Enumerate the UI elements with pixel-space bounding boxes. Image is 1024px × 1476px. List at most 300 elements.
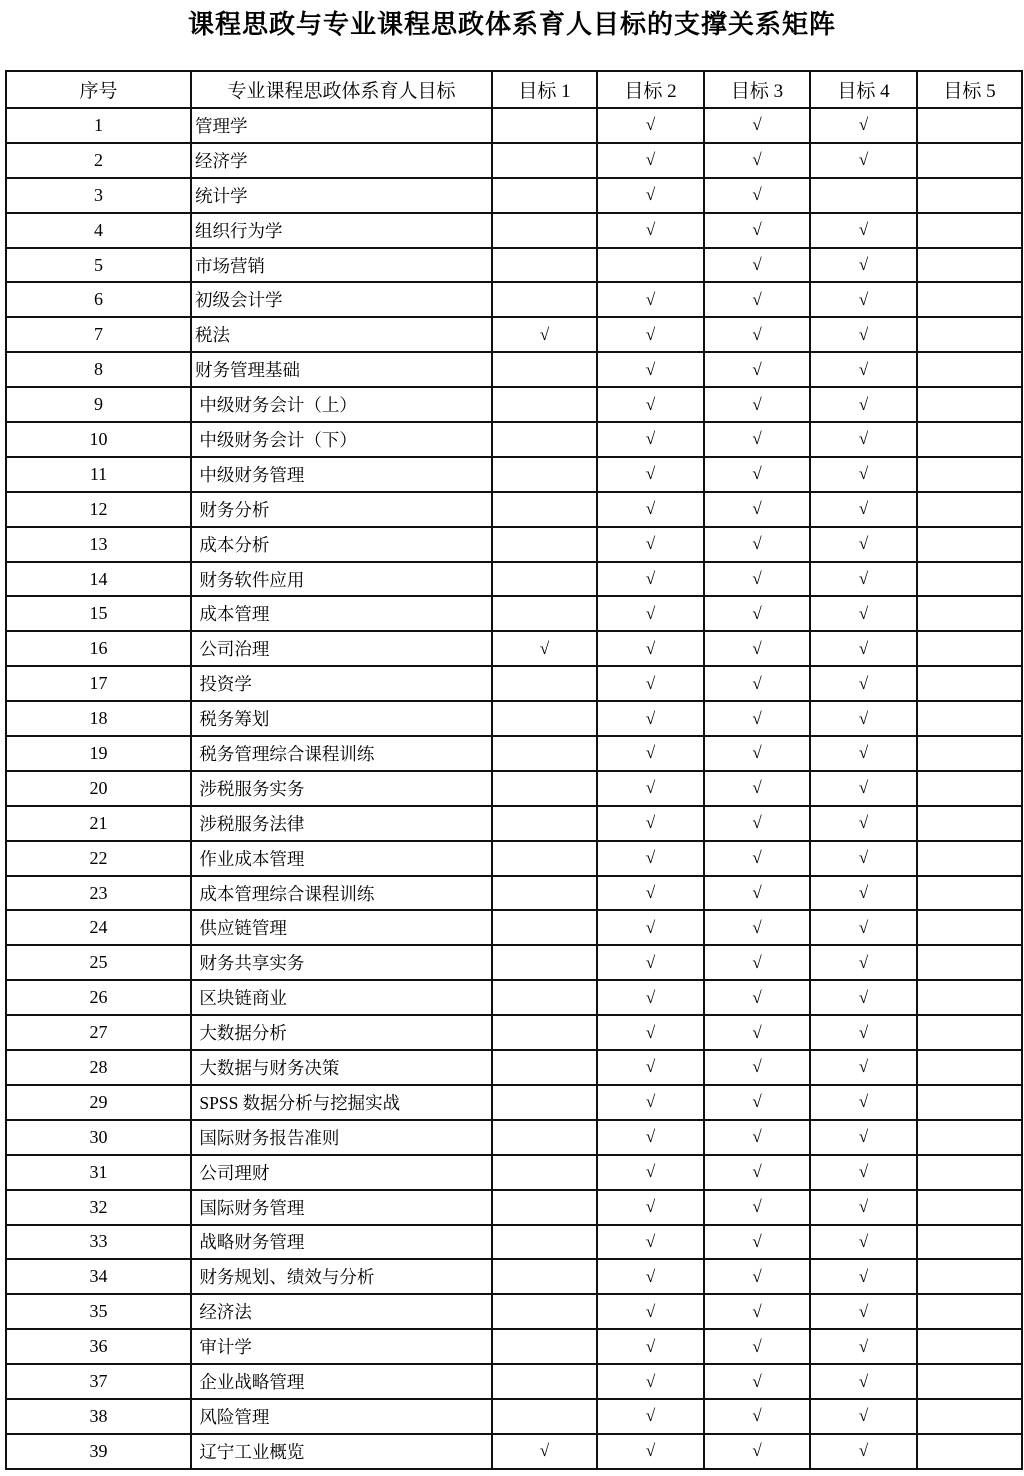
course-name-cell: 税务管理综合课程训练	[191, 736, 492, 771]
goal-2-checkmark-cell: √	[597, 317, 704, 352]
goal-5-empty-cell	[917, 1190, 1022, 1225]
goal-3-checkmark-cell: √	[704, 1120, 810, 1155]
goal-4-checkmark-cell: √	[810, 1085, 917, 1120]
goal-5-empty-cell	[917, 980, 1022, 1015]
row-number-cell: 22	[6, 841, 191, 876]
goal-5-empty-cell	[917, 527, 1022, 562]
table-row	[6, 1225, 1022, 1260]
goal-5-empty-cell	[917, 736, 1022, 771]
goal-1-empty-cell	[492, 178, 597, 213]
row-number-cell: 1	[6, 108, 191, 143]
goal-1-empty-cell	[492, 1399, 597, 1434]
goal-4-checkmark-cell: √	[810, 352, 917, 387]
goal-1-empty-cell	[492, 1294, 597, 1329]
column-header-1: 序号	[6, 71, 191, 108]
goal-3-checkmark-cell: √	[704, 317, 810, 352]
goal-3-checkmark-cell: √	[704, 876, 810, 911]
goal-2-checkmark-cell: √	[597, 596, 704, 631]
row-number-cell: 14	[6, 562, 191, 597]
goal-1-checkmark-cell: √	[492, 317, 597, 352]
goal-2-checkmark-cell: √	[597, 1050, 704, 1085]
goal-1-empty-cell	[492, 841, 597, 876]
goal-4-checkmark-cell: √	[810, 213, 917, 248]
goal-1-empty-cell	[492, 352, 597, 387]
column-header-2: 专业课程思政体系育人目标	[191, 71, 492, 108]
goal-3-checkmark-cell: √	[704, 562, 810, 597]
goal-4-checkmark-cell: √	[810, 1225, 917, 1260]
goal-3-checkmark-cell: √	[704, 422, 810, 457]
row-number-cell: 5	[6, 248, 191, 283]
goal-5-empty-cell	[917, 387, 1022, 422]
goal-5-empty-cell	[917, 1399, 1022, 1434]
goal-4-checkmark-cell: √	[810, 910, 917, 945]
goal-5-empty-cell	[917, 143, 1022, 178]
goal-3-checkmark-cell: √	[704, 1364, 810, 1399]
goal-2-checkmark-cell: √	[597, 213, 704, 248]
goal-4-checkmark-cell: √	[810, 1329, 917, 1364]
course-name-cell: 经济学	[191, 143, 492, 178]
course-name-cell: 国际财务管理	[191, 1190, 492, 1225]
table-body	[6, 108, 1022, 1469]
goal-3-checkmark-cell: √	[704, 736, 810, 771]
goal-2-checkmark-cell: √	[597, 387, 704, 422]
table-row	[6, 248, 1022, 283]
table-row	[6, 1050, 1022, 1085]
goal-3-checkmark-cell: √	[704, 1259, 810, 1294]
row-number-cell: 19	[6, 736, 191, 771]
goal-4-checkmark-cell: √	[810, 248, 917, 283]
goal-1-empty-cell	[492, 1259, 597, 1294]
goal-3-checkmark-cell: √	[704, 1434, 810, 1469]
goal-3-checkmark-cell: √	[704, 980, 810, 1015]
course-name-cell: 统计学	[191, 178, 492, 213]
goal-2-checkmark-cell: √	[597, 945, 704, 980]
goal-3-checkmark-cell: √	[704, 701, 810, 736]
table-row	[6, 736, 1022, 771]
goal-5-empty-cell	[917, 1259, 1022, 1294]
row-number-cell: 6	[6, 282, 191, 317]
course-name-cell: 大数据分析	[191, 1015, 492, 1050]
goal-3-checkmark-cell: √	[704, 387, 810, 422]
goal-3-checkmark-cell: √	[704, 666, 810, 701]
goal-3-checkmark-cell: √	[704, 806, 810, 841]
course-name-cell: 涉税服务法律	[191, 806, 492, 841]
course-name-cell: 中级财务会计（下）	[191, 422, 492, 457]
course-name-cell: 投资学	[191, 666, 492, 701]
table-row	[6, 492, 1022, 527]
row-number-cell: 3	[6, 178, 191, 213]
goal-2-checkmark-cell: √	[597, 701, 704, 736]
column-header-3: 目标 1	[492, 71, 597, 108]
table-row	[6, 1120, 1022, 1155]
goal-4-checkmark-cell: √	[810, 387, 917, 422]
goal-2-checkmark-cell: √	[597, 1434, 704, 1469]
goal-4-checkmark-cell: √	[810, 108, 917, 143]
goal-2-checkmark-cell: √	[597, 771, 704, 806]
goal-3-checkmark-cell: √	[704, 596, 810, 631]
course-name-cell: 经济法	[191, 1294, 492, 1329]
goal-4-checkmark-cell: √	[810, 1120, 917, 1155]
row-number-cell: 18	[6, 701, 191, 736]
goal-4-checkmark-cell: √	[810, 666, 917, 701]
course-name-cell: 组织行为学	[191, 213, 492, 248]
goal-5-empty-cell	[917, 282, 1022, 317]
goal-4-checkmark-cell: √	[810, 806, 917, 841]
course-name-cell: 中级财务会计（上）	[191, 387, 492, 422]
goal-5-empty-cell	[917, 841, 1022, 876]
goal-5-empty-cell	[917, 1155, 1022, 1190]
goal-2-checkmark-cell: √	[597, 910, 704, 945]
goal-3-checkmark-cell: √	[704, 282, 810, 317]
goal-3-checkmark-cell: √	[704, 631, 810, 666]
goal-1-empty-cell	[492, 1225, 597, 1260]
goal-1-empty-cell	[492, 666, 597, 701]
goal-1-empty-cell	[492, 1015, 597, 1050]
table-row	[6, 317, 1022, 352]
goal-1-empty-cell	[492, 282, 597, 317]
course-name-cell: 成本管理	[191, 596, 492, 631]
course-name-cell: 区块链商业	[191, 980, 492, 1015]
goal-1-empty-cell	[492, 387, 597, 422]
goal-4-checkmark-cell: √	[810, 1364, 917, 1399]
goal-5-empty-cell	[917, 562, 1022, 597]
goal-2-checkmark-cell: √	[597, 562, 704, 597]
course-name-cell: 财务规划、绩效与分析	[191, 1259, 492, 1294]
row-number-cell: 37	[6, 1364, 191, 1399]
goal-1-empty-cell	[492, 1329, 597, 1364]
goal-3-checkmark-cell: √	[704, 492, 810, 527]
goal-5-empty-cell	[917, 1015, 1022, 1050]
goal-2-checkmark-cell: √	[597, 841, 704, 876]
goal-5-empty-cell	[917, 666, 1022, 701]
table-row	[6, 701, 1022, 736]
course-name-cell: 市场营销	[191, 248, 492, 283]
goal-2-checkmark-cell: √	[597, 352, 704, 387]
goal-1-empty-cell	[492, 701, 597, 736]
table-row	[6, 980, 1022, 1015]
table-row	[6, 282, 1022, 317]
course-name-cell: 风险管理	[191, 1399, 492, 1434]
row-number-cell: 15	[6, 596, 191, 631]
goal-5-empty-cell	[917, 1434, 1022, 1469]
goal-4-checkmark-cell: √	[810, 1434, 917, 1469]
table-row	[6, 178, 1022, 213]
goal-5-empty-cell	[917, 1225, 1022, 1260]
goal-2-checkmark-cell: √	[597, 806, 704, 841]
table-row	[6, 1155, 1022, 1190]
goal-1-empty-cell	[492, 108, 597, 143]
row-number-cell: 38	[6, 1399, 191, 1434]
table-row	[6, 771, 1022, 806]
row-number-cell: 26	[6, 980, 191, 1015]
goal-4-checkmark-cell: √	[810, 282, 917, 317]
goal-3-checkmark-cell: √	[704, 1399, 810, 1434]
table-row	[6, 527, 1022, 562]
goal-1-empty-cell	[492, 945, 597, 980]
course-name-cell: 税务筹划	[191, 701, 492, 736]
goal-5-empty-cell	[917, 771, 1022, 806]
goal-3-checkmark-cell: √	[704, 143, 810, 178]
goal-2-checkmark-cell: √	[597, 143, 704, 178]
row-number-cell: 23	[6, 876, 191, 911]
row-number-cell: 10	[6, 422, 191, 457]
goal-5-empty-cell	[917, 701, 1022, 736]
goal-3-checkmark-cell: √	[704, 945, 810, 980]
goal-2-checkmark-cell: √	[597, 980, 704, 1015]
course-name-cell: 战略财务管理	[191, 1225, 492, 1260]
row-number-cell: 24	[6, 910, 191, 945]
goal-2-checkmark-cell: √	[597, 1085, 704, 1120]
goal-5-empty-cell	[917, 1364, 1022, 1399]
goal-1-empty-cell	[492, 910, 597, 945]
row-number-cell: 21	[6, 806, 191, 841]
table-row	[6, 1190, 1022, 1225]
row-number-cell: 13	[6, 527, 191, 562]
row-number-cell: 34	[6, 1259, 191, 1294]
goal-2-checkmark-cell: √	[597, 1329, 704, 1364]
course-name-cell: 企业战略管理	[191, 1364, 492, 1399]
row-number-cell: 9	[6, 387, 191, 422]
goal-2-checkmark-cell: √	[597, 492, 704, 527]
goal-5-empty-cell	[917, 457, 1022, 492]
goal-3-checkmark-cell: √	[704, 1294, 810, 1329]
goal-1-empty-cell	[492, 1364, 597, 1399]
table-row	[6, 666, 1022, 701]
row-number-cell: 31	[6, 1155, 191, 1190]
goal-3-checkmark-cell: √	[704, 1155, 810, 1190]
goal-4-checkmark-cell: √	[810, 1155, 917, 1190]
goal-5-empty-cell	[917, 596, 1022, 631]
table-row	[6, 596, 1022, 631]
goal-4-checkmark-cell: √	[810, 980, 917, 1015]
goal-2-checkmark-cell: √	[597, 736, 704, 771]
goal-4-checkmark-cell: √	[810, 422, 917, 457]
goal-4-checkmark-cell: √	[810, 596, 917, 631]
goal-1-checkmark-cell: √	[492, 1434, 597, 1469]
course-name-cell: 辽宁工业概览	[191, 1434, 492, 1469]
goal-2-checkmark-cell: √	[597, 282, 704, 317]
goal-3-checkmark-cell: √	[704, 527, 810, 562]
goal-3-checkmark-cell: √	[704, 108, 810, 143]
table-row	[6, 910, 1022, 945]
goal-3-checkmark-cell: √	[704, 178, 810, 213]
goal-5-empty-cell	[917, 1050, 1022, 1085]
table-row	[6, 1015, 1022, 1050]
goal-3-checkmark-cell: √	[704, 841, 810, 876]
table-row	[6, 1434, 1022, 1469]
goal-2-checkmark-cell: √	[597, 178, 704, 213]
goal-2-checkmark-cell: √	[597, 1225, 704, 1260]
course-name-cell: 财务软件应用	[191, 562, 492, 597]
goal-2-checkmark-cell: √	[597, 1399, 704, 1434]
goal-3-checkmark-cell: √	[704, 771, 810, 806]
course-name-cell: 财务管理基础	[191, 352, 492, 387]
course-name-cell: 管理学	[191, 108, 492, 143]
goal-1-empty-cell	[492, 457, 597, 492]
goal-4-checkmark-cell: √	[810, 1015, 917, 1050]
table-row	[6, 387, 1022, 422]
row-number-cell: 35	[6, 1294, 191, 1329]
table-row	[6, 1364, 1022, 1399]
goal-2-checkmark-cell: √	[597, 1364, 704, 1399]
goal-4-checkmark-cell: √	[810, 492, 917, 527]
goal-5-empty-cell	[917, 1120, 1022, 1155]
row-number-cell: 7	[6, 317, 191, 352]
table-row	[6, 143, 1022, 178]
goal-5-empty-cell	[917, 213, 1022, 248]
course-name-cell: 供应链管理	[191, 910, 492, 945]
goal-5-empty-cell	[917, 631, 1022, 666]
goal-4-checkmark-cell: √	[810, 701, 917, 736]
table-row	[6, 108, 1022, 143]
goal-2-checkmark-cell: √	[597, 1294, 704, 1329]
goal-5-empty-cell	[917, 352, 1022, 387]
row-number-cell: 17	[6, 666, 191, 701]
goal-2-checkmark-cell: √	[597, 457, 704, 492]
goal-3-checkmark-cell: √	[704, 1015, 810, 1050]
row-number-cell: 33	[6, 1225, 191, 1260]
goal-1-empty-cell	[492, 213, 597, 248]
goal-4-checkmark-cell: √	[810, 1399, 917, 1434]
course-name-cell: 成本管理综合课程训练	[191, 876, 492, 911]
support-matrix-table	[5, 70, 1023, 1470]
goal-5-empty-cell	[917, 108, 1022, 143]
course-name-cell: 成本分析	[191, 527, 492, 562]
goal-1-empty-cell	[492, 527, 597, 562]
goal-1-empty-cell	[492, 876, 597, 911]
goal-4-checkmark-cell: √	[810, 562, 917, 597]
goal-3-checkmark-cell: √	[704, 352, 810, 387]
goal-1-empty-cell	[492, 1085, 597, 1120]
table-row	[6, 631, 1022, 666]
course-name-cell: 大数据与财务决策	[191, 1050, 492, 1085]
goal-4-checkmark-cell: √	[810, 457, 917, 492]
goal-3-checkmark-cell: √	[704, 1190, 810, 1225]
goal-1-empty-cell	[492, 562, 597, 597]
goal-4-empty-cell	[810, 178, 917, 213]
goal-2-checkmark-cell: √	[597, 108, 704, 143]
row-number-cell: 36	[6, 1329, 191, 1364]
goal-5-empty-cell	[917, 876, 1022, 911]
goal-4-checkmark-cell: √	[810, 1190, 917, 1225]
goal-5-empty-cell	[917, 1329, 1022, 1364]
goal-2-checkmark-cell: √	[597, 527, 704, 562]
row-number-cell: 39	[6, 1434, 191, 1469]
row-number-cell: 30	[6, 1120, 191, 1155]
goal-5-empty-cell	[917, 492, 1022, 527]
goal-3-checkmark-cell: √	[704, 213, 810, 248]
goal-5-empty-cell	[917, 1294, 1022, 1329]
row-number-cell: 29	[6, 1085, 191, 1120]
column-header-5: 目标 3	[704, 71, 810, 108]
table-row	[6, 1259, 1022, 1294]
header-row	[6, 71, 1022, 108]
column-header-4: 目标 2	[597, 71, 704, 108]
goal-4-checkmark-cell: √	[810, 945, 917, 980]
table-row	[6, 841, 1022, 876]
course-name-cell: 中级财务管理	[191, 457, 492, 492]
course-name-cell: 涉税服务实务	[191, 771, 492, 806]
row-number-cell: 28	[6, 1050, 191, 1085]
row-number-cell: 12	[6, 492, 191, 527]
goal-4-checkmark-cell: √	[810, 1050, 917, 1085]
goal-1-empty-cell	[492, 1155, 597, 1190]
table-row	[6, 1085, 1022, 1120]
row-number-cell: 27	[6, 1015, 191, 1050]
table-row	[6, 1329, 1022, 1364]
goal-4-checkmark-cell: √	[810, 1294, 917, 1329]
goal-4-checkmark-cell: √	[810, 527, 917, 562]
goal-3-checkmark-cell: √	[704, 1050, 810, 1085]
goal-3-checkmark-cell: √	[704, 457, 810, 492]
goal-3-checkmark-cell: √	[704, 1225, 810, 1260]
table-row	[6, 1399, 1022, 1434]
goal-4-checkmark-cell: √	[810, 317, 917, 352]
table-row	[6, 806, 1022, 841]
goal-1-empty-cell	[492, 1050, 597, 1085]
goal-1-empty-cell	[492, 248, 597, 283]
goal-1-empty-cell	[492, 806, 597, 841]
goal-2-checkmark-cell: √	[597, 876, 704, 911]
goal-3-checkmark-cell: √	[704, 248, 810, 283]
goal-5-empty-cell	[917, 1085, 1022, 1120]
goal-2-checkmark-cell: √	[597, 422, 704, 457]
goal-5-empty-cell	[917, 317, 1022, 352]
goal-5-empty-cell	[917, 806, 1022, 841]
goal-3-checkmark-cell: √	[704, 1085, 810, 1120]
table-row	[6, 352, 1022, 387]
table-header	[6, 71, 1022, 108]
goal-4-checkmark-cell: √	[810, 1259, 917, 1294]
row-number-cell: 32	[6, 1190, 191, 1225]
page-title: 课程思政与专业课程思政体系育人目标的支撑关系矩阵	[187, 9, 836, 39]
table-row	[6, 457, 1022, 492]
goal-4-checkmark-cell: √	[810, 736, 917, 771]
course-name-cell: 国际财务报告准则	[191, 1120, 492, 1155]
goal-4-checkmark-cell: √	[810, 876, 917, 911]
goal-2-checkmark-cell: √	[597, 1259, 704, 1294]
row-number-cell: 2	[6, 143, 191, 178]
table-row	[6, 945, 1022, 980]
goal-1-empty-cell	[492, 422, 597, 457]
course-name-cell: 作业成本管理	[191, 841, 492, 876]
course-name-cell: 审计学	[191, 1329, 492, 1364]
goal-1-empty-cell	[492, 1190, 597, 1225]
column-header-7: 目标 5	[917, 71, 1022, 108]
course-name-cell: 税法	[191, 317, 492, 352]
goal-1-checkmark-cell: √	[492, 631, 597, 666]
course-name-cell: 公司治理	[191, 631, 492, 666]
goal-5-empty-cell	[917, 945, 1022, 980]
table-row	[6, 562, 1022, 597]
goal-2-checkmark-cell: √	[597, 1015, 704, 1050]
course-name-cell: SPSS 数据分析与挖掘实战	[191, 1085, 492, 1120]
goal-2-checkmark-cell: √	[597, 666, 704, 701]
table-row	[6, 1294, 1022, 1329]
goal-2-checkmark-cell: √	[597, 1190, 704, 1225]
goal-2-checkmark-cell: √	[597, 1120, 704, 1155]
table-row	[6, 213, 1022, 248]
row-number-cell: 8	[6, 352, 191, 387]
column-header-6: 目标 4	[810, 71, 917, 108]
row-number-cell: 11	[6, 457, 191, 492]
row-number-cell: 25	[6, 945, 191, 980]
row-number-cell: 4	[6, 213, 191, 248]
course-name-cell: 公司理财	[191, 1155, 492, 1190]
goal-1-empty-cell	[492, 771, 597, 806]
goal-5-empty-cell	[917, 178, 1022, 213]
row-number-cell: 20	[6, 771, 191, 806]
